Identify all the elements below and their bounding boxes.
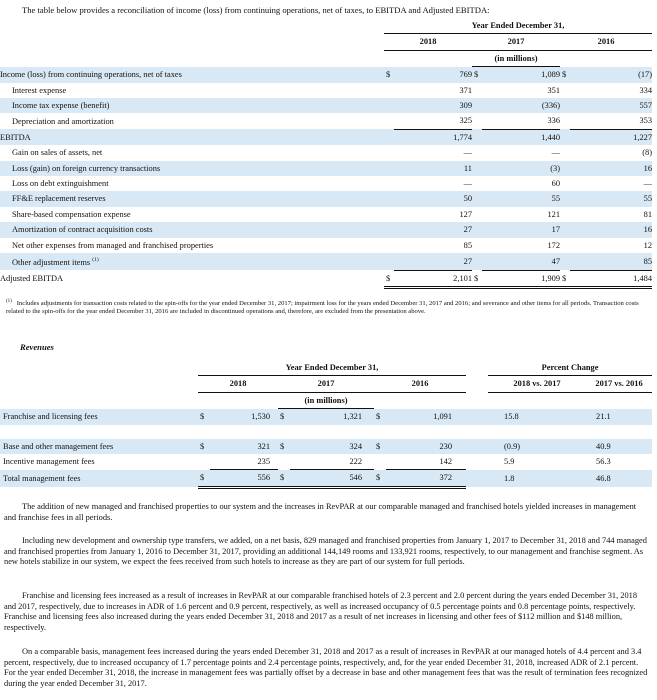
row-label: Loss (gain) on foreign currency transactions bbox=[0, 161, 384, 176]
currency-symbol bbox=[472, 222, 482, 237]
value-2016: 142 bbox=[386, 454, 466, 470]
ebitda-header-units: (in millions) bbox=[0, 50, 652, 66]
revenue-row bbox=[0, 454, 652, 470]
ebitda-row bbox=[0, 98, 652, 113]
currency-symbol: $ bbox=[198, 470, 210, 487]
value-2017: 1,909 bbox=[482, 270, 560, 287]
currency-symbol: $ bbox=[278, 470, 290, 487]
value-2017: 324 bbox=[290, 439, 374, 454]
currency-symbol bbox=[472, 207, 482, 222]
value-2016: 372 bbox=[386, 470, 466, 487]
revenue-row bbox=[0, 470, 652, 487]
value-2018: 309 bbox=[394, 98, 472, 113]
currency-symbol: $ bbox=[374, 439, 386, 454]
ebitda-row bbox=[0, 83, 652, 98]
currency-symbol bbox=[384, 83, 394, 98]
currency-symbol bbox=[560, 191, 570, 206]
revenues-header-years: 2018 2017 2016 2018 vs. 2017 2017 vs. 2016 bbox=[0, 376, 652, 392]
pct-2018-vs-2017: (0.9) bbox=[488, 439, 586, 454]
currency-symbol bbox=[278, 454, 290, 470]
value-2018: — bbox=[463, 179, 472, 189]
currency-symbol: $ bbox=[278, 439, 290, 454]
value-2016: 16 bbox=[570, 222, 652, 237]
value-2017: 55 bbox=[482, 191, 560, 206]
row-label: Franchise and licensing fees bbox=[0, 409, 198, 425]
currency-symbol bbox=[560, 98, 570, 113]
value-2018: 1,530 bbox=[210, 409, 278, 425]
currency-symbol bbox=[560, 238, 570, 253]
currency-symbol: $ bbox=[278, 409, 290, 425]
ebitda-row bbox=[0, 67, 652, 83]
value-2017: 172 bbox=[547, 240, 560, 250]
value-2017: (3) bbox=[482, 161, 560, 176]
spacer-row bbox=[0, 425, 652, 439]
ebitda-row bbox=[0, 222, 652, 237]
currency-symbol: $ bbox=[384, 67, 394, 83]
currency-symbol bbox=[472, 161, 482, 176]
row-label: Amortization of contract acquisition costs bbox=[0, 222, 384, 237]
value-2018: 325 bbox=[394, 113, 472, 129]
currency-symbol: $ bbox=[198, 439, 210, 454]
value-2018: 11 bbox=[394, 161, 472, 176]
currency-symbol bbox=[384, 253, 394, 270]
value-2016: 557 bbox=[570, 98, 652, 113]
value-2018: 321 bbox=[210, 439, 278, 454]
value-2018: 50 bbox=[394, 191, 472, 206]
value-2016: 1,484 bbox=[570, 270, 652, 287]
row-label: FF&E replacement reserves bbox=[0, 191, 384, 206]
value-2016: 230 bbox=[386, 439, 466, 454]
pct-2018-vs-2017: 5.9 bbox=[504, 457, 515, 467]
row-label: Base and other management fees bbox=[0, 439, 198, 454]
currency-symbol bbox=[384, 98, 394, 113]
ebitda-row bbox=[0, 129, 652, 145]
ebitda-row bbox=[0, 253, 652, 270]
value-2017: 1,089 bbox=[482, 67, 560, 83]
currency-symbol bbox=[384, 176, 394, 191]
ebitda-row bbox=[0, 238, 652, 253]
pct-2018-vs-2017: 15.8 bbox=[488, 409, 586, 425]
currency-symbol: $ bbox=[198, 409, 210, 425]
value-2018: 556 bbox=[210, 470, 278, 487]
currency-symbol bbox=[384, 113, 394, 129]
value-2016: 353 bbox=[570, 113, 652, 129]
currency-symbol bbox=[384, 191, 394, 206]
ebitda-row bbox=[0, 207, 652, 222]
currency-symbol bbox=[384, 222, 394, 237]
ebitda-row bbox=[0, 176, 652, 191]
value-2016: 81 bbox=[643, 209, 653, 219]
value-2018: — bbox=[463, 148, 472, 158]
value-2017: 60 bbox=[551, 179, 560, 189]
ebitda-row bbox=[0, 113, 652, 129]
value-2018: 371 bbox=[459, 85, 472, 95]
value-2016: 1,091 bbox=[386, 409, 466, 425]
currency-symbol bbox=[384, 238, 394, 253]
row-label: Interest expense bbox=[12, 85, 67, 95]
value-2017: 47 bbox=[482, 253, 560, 270]
currency-symbol bbox=[560, 145, 570, 160]
currency-symbol bbox=[560, 129, 570, 145]
value-2016: (8) bbox=[642, 148, 653, 158]
currency-symbol bbox=[560, 253, 570, 270]
value-2018: 769 bbox=[394, 67, 472, 83]
currency-symbol: $ bbox=[472, 270, 482, 287]
row-label: Income (loss) from continuing operations, net of taxes bbox=[0, 67, 384, 83]
row-label: Other adjustment items $^{(1)}$ bbox=[0, 253, 384, 270]
value-2017: 121 bbox=[547, 209, 560, 219]
value-2017: 546 bbox=[290, 470, 374, 487]
currency-symbol bbox=[472, 129, 482, 145]
currency-symbol bbox=[374, 454, 386, 470]
currency-symbol: $ bbox=[374, 470, 386, 487]
currency-symbol bbox=[560, 222, 570, 237]
value-2016: 12 bbox=[643, 240, 653, 250]
value-2018: 235 bbox=[210, 454, 278, 470]
value-2016: 1,227 bbox=[570, 129, 652, 145]
ebitda-header-period: Year Ended December 31, bbox=[0, 18, 652, 34]
currency-symbol bbox=[560, 83, 570, 98]
value-2016: 55 bbox=[570, 191, 652, 206]
value-2017: 1,440 bbox=[482, 129, 560, 145]
value-2016: 334 bbox=[639, 85, 653, 95]
currency-symbol: $ bbox=[374, 409, 386, 425]
currency-symbol bbox=[384, 129, 394, 145]
revenues-table bbox=[0, 360, 652, 489]
revenues-header-period: Year Ended December 31, Percent Change bbox=[0, 360, 652, 376]
revenue-row bbox=[0, 439, 652, 454]
currency-symbol bbox=[384, 161, 394, 176]
value-2016: — bbox=[643, 179, 653, 189]
currency-symbol bbox=[472, 238, 482, 253]
row-label: Share-based compensation expense bbox=[12, 209, 131, 219]
value-2018: 1,774 bbox=[394, 129, 472, 145]
ebitda-footnote: $^{(1)}$ Includes adjustments for transaction costs related to the spin-offs for the year ended December 31, 2017; impairment loss for the years ended December 31, 2017 and 2016; and severance and other items for all periods. Transaction costs related to the spin-offs for the year ended December 31, 2016 are included in discontinued operations and, therefore, are excluded from the presentation above. bbox=[6, 299, 639, 316]
paragraph-4: On a comparable basis, management fees increased during the years ended December 31, 2018 and 2017 as a result of increases in RevPAR at our managed hotels of 4.4 percent and 3.4 percent, respectively, due to increased occupancy of 1.7 percentage points and 2.4 percentage points, respectively, and, for the year ended December 31, 2018, increased ADR of 2.1 percent. For the year ended December 31, 2018, the increase in management fees was partially offset by a decrease in base and other management fees that was the result of termination fees recognized during the year ended December 31, 2017. bbox=[4, 647, 648, 688]
ebitda-row bbox=[0, 145, 652, 160]
value-2016: 16 bbox=[570, 161, 652, 176]
currency-symbol: $ bbox=[560, 67, 570, 83]
revenues-header-units: (in millions) bbox=[0, 392, 652, 408]
currency-symbol bbox=[384, 207, 394, 222]
pct-2017-vs-2016: 21.1 bbox=[586, 409, 652, 425]
value-2017: 336 bbox=[482, 113, 560, 129]
currency-symbol bbox=[560, 176, 570, 191]
currency-symbol: $ bbox=[560, 270, 570, 287]
currency-symbol: $ bbox=[384, 270, 394, 287]
currency-symbol bbox=[472, 145, 482, 160]
row-label: Net other expenses from managed and franchised properties bbox=[12, 240, 214, 250]
row-label: Depreciation and amortization bbox=[12, 116, 114, 126]
currency-symbol bbox=[560, 207, 570, 222]
currency-symbol bbox=[560, 161, 570, 176]
currency-symbol bbox=[472, 98, 482, 113]
row-label: Adjusted EBITDA bbox=[0, 274, 64, 284]
pct-2017-vs-2016: 46.8 bbox=[586, 470, 652, 487]
intro-text: The table below provides a reconciliation of income (loss) from continuing operations, net of taxes, to EBITDA and Adjusted EBITDA: bbox=[22, 5, 490, 15]
pct-2017-vs-2016: 56.3 bbox=[596, 457, 611, 467]
currency-symbol bbox=[472, 83, 482, 98]
ebitda-row bbox=[0, 161, 652, 176]
currency-symbol bbox=[472, 176, 482, 191]
currency-symbol bbox=[560, 113, 570, 129]
value-2016: (17) bbox=[570, 67, 652, 83]
pct-2017-vs-2016: 40.9 bbox=[586, 439, 652, 454]
row-label: Income tax expense (benefit) bbox=[0, 98, 384, 113]
revenues-title: Revenues bbox=[20, 342, 54, 352]
currency-symbol: $ bbox=[472, 67, 482, 83]
currency-symbol bbox=[472, 191, 482, 206]
ebitda-row bbox=[0, 270, 652, 287]
paragraph-3: Franchise and licensing fees increased as a result of increases in RevPAR at our comparable franchised hotels of 2.3 percent and 2.0 percent during the years ended December 31, 2018 and 2017, respectively, due to increases in ADR of 1.6 percent and 0.9 percent, respectively, as well as increased occupancy of 0.5 percentage points and 0.8 percentage points, respectively. Franchise and licensing fees also increased during the years ended December 31, 2018 and 2017 as a result of net increases in licensing and other fees of $112 million and $148 million, respectively. bbox=[4, 591, 638, 632]
value-2017: 222 bbox=[290, 454, 374, 470]
row-label: Loss on debt extinguishment bbox=[12, 179, 109, 189]
row-label: Incentive management fees bbox=[3, 457, 95, 467]
value-2017: 17 bbox=[482, 222, 560, 237]
row-label: Total management fees bbox=[0, 470, 198, 487]
value-2018: 27 bbox=[394, 222, 472, 237]
value-2018: 2,101 bbox=[394, 270, 472, 287]
row-label: EBITDA bbox=[0, 129, 384, 145]
value-2018: 27 bbox=[394, 253, 472, 270]
pct-2018-vs-2017: 1.8 bbox=[488, 470, 586, 487]
currency-symbol bbox=[198, 454, 210, 470]
value-2018: 85 bbox=[463, 240, 472, 250]
paragraph-2: Including new development and ownership type transfers, we added, on a net basis, 829 managed and franchised properties from January 1, 2017 to December 31, 2018 and 744 managed and franchised properties from January 1, 2016 to December 31, 2017, providing an additional 144,149 rooms and 133,921 rooms, respectively, to our management and franchise segment. As new hotels stabilize in our system, we expect the fees received from such hotels to increase as they are part of our system for full periods. bbox=[4, 536, 647, 567]
value-2017: (336) bbox=[482, 98, 560, 113]
currency-symbol bbox=[472, 113, 482, 129]
value-2017: — bbox=[551, 148, 560, 158]
value-2018: 127 bbox=[459, 209, 472, 219]
currency-symbol bbox=[472, 253, 482, 270]
ebitda-table bbox=[0, 18, 652, 289]
value-2017: 351 bbox=[547, 85, 560, 95]
footnote-ref: (1) bbox=[92, 257, 99, 264]
value-2016: 85 bbox=[570, 253, 652, 270]
value-2017: 1,321 bbox=[290, 409, 374, 425]
ebitda-row bbox=[0, 191, 652, 206]
row-label: Gain on sales of assets, net bbox=[12, 148, 103, 158]
revenue-row bbox=[0, 409, 652, 425]
currency-symbol bbox=[384, 145, 394, 160]
ebitda-header-years: 2018 2017 2016 bbox=[0, 34, 652, 50]
paragraph-1: The addition of new managed and franchised properties to our system and the increases in RevPAR at our comparable managed and franchised hotels yielded increases in management and franchise fees in all periods. bbox=[4, 502, 637, 522]
